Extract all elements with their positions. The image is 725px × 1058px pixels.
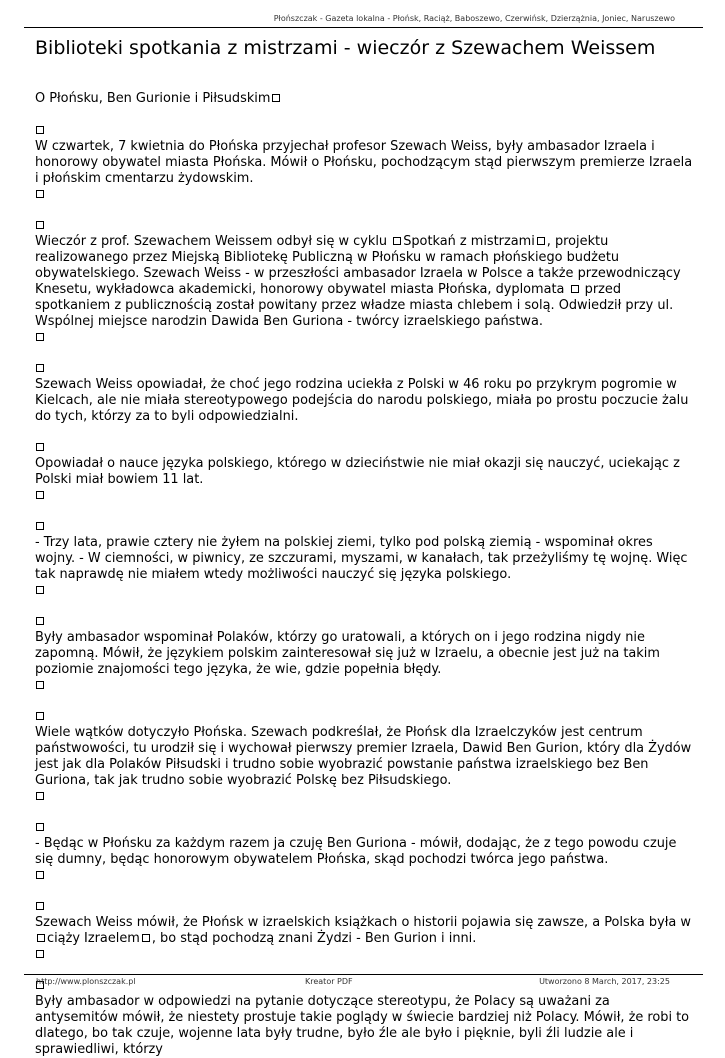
missing-glyph-icon [36, 823, 44, 831]
paragraph-text: , projektu realizowanego przez Miejską Bibliotekę Publiczną w Płońsku w ramach płońskiego budżetu obywatelskiego. Szewach Weiss - w przeszłości ambasador Izraela w Polsce a także przewodniczący Knesetu, wykładowca akademicki, honorowy obywatel miasta Płońska, dyplomata [35, 234, 681, 297]
missing-glyph-icon [36, 586, 44, 594]
missing-glyph-icon [36, 364, 44, 372]
paragraph: W czwartek, 7 kwietnia do Płońska przyjechał profesor Szewach Weiss, były ambasador Izraela i honorowy obywatel miasta Płońska. Mówił o Płońsku, pochodzącym stąd pierwszym premierze Izraela i płońskim cmentarzu żydowskim. [35, 139, 693, 186]
missing-glyph-icon [571, 285, 579, 293]
missing-glyph-icon [37, 934, 45, 942]
paragraph: - Będąc w Płońsku za każdym razem ja czuję Ben Guriona - mówił, dodając, że z tego powodu czuje się dumny, będąc honorowym obywatelem Płońska, skąd pochodzi twórca jego państwa. [35, 836, 677, 867]
missing-glyph-icon [142, 934, 150, 942]
paragraph-text: Spotkań z mistrzami [403, 234, 535, 249]
paragraph-text: Wieczór z prof. Szewachem Weissem odbył się w cyklu [35, 234, 392, 249]
site-header: Płońszczak - Gazeta lokalna - Płońsk, Raciąż, Baboszewo, Czerwińsk, Dzierzążnia, Joniec, Naruszewo [273, 14, 675, 23]
missing-glyph-icon [36, 950, 44, 958]
missing-glyph-icon [36, 712, 44, 720]
paragraph: Opowiadał o nauce języka polskiego, którego w dzieciństwie nie miał okazji się nauczyć, uciekając z Polski miał bowiem 11 lat. [35, 456, 680, 487]
article-title: Biblioteki spotkania z mistrzami - wieczór z Szewachem Weissem [35, 37, 656, 59]
missing-glyph-icon [36, 190, 44, 198]
lead-text: O Płońsku, Ben Gurionie i Piłsudskim [35, 91, 271, 106]
footer-url-link[interactable]: http://www.plonszczak.pl [36, 977, 136, 986]
missing-glyph-icon [36, 443, 44, 451]
missing-glyph-icon [36, 681, 44, 689]
paragraph: - Trzy lata, prawie cztery nie żyłem na polskiej ziemi, tylko pod polską ziemią - wspominał okres wojny. - W ciemności, w piwnicy, ze szczurami, myszami, w kanałach, tak przeżyliśmy tę wojnę. Więc tak naprawdę nie miałem wtedy możliwości nauczyć się języka polskiego. [35, 535, 688, 582]
paragraph-text: przed spotkaniem z publicznością został powitany przez władze miasta chlebem i solą. Odwiedził przy ul. Wspólnej miejsce narodzin Dawida Ben Guriona - twórcy izraelskiego państwa. [35, 282, 674, 329]
missing-glyph-icon [36, 126, 44, 134]
missing-glyph-icon [36, 902, 44, 910]
paragraph: Były ambasador w odpowiedzi na pytanie dotyczące stereotypu, że Polacy są uważani za antysemitów mówił, że niestety prostuje takie poglądy w świecie bardziej niż Polacy. Mówił, że robi to dlatego, bo tak czuje, wojenne lata były trudne, było źle ale było i pięknie, byli źli ludzie ale i sprawiedliwi, którzy [35, 994, 690, 1057]
header-divider [24, 27, 703, 28]
paragraph-text: Szewach Weiss mówił, że Płońsk w izraelskich książkach o historii pojawia się zawsze, a Polska była w [35, 915, 691, 930]
missing-glyph-icon [36, 491, 44, 499]
missing-glyph-icon [537, 237, 545, 245]
article-lead [35, 91, 695, 107]
missing-glyph-icon [36, 221, 44, 229]
paragraph: Wiele wątków dotyczyło Płońska. Szewach podkreślał, że Płońsk dla Izraelczyków jest centrum państwowości, tu urodził się i wychował pierwszy premier Izraela, Dawid Ben Gurion, który dla Żydów jest jak dla Polaków Piłsudski i trudno sobie wyobrazić powstanie państwa izraelskiego bez Ben Guriona, tak jak trudno sobie wyobrazić Polskę bez Piłsudskiego. [35, 725, 692, 788]
paragraph-text: ciąży Izraelem [47, 931, 140, 946]
footer-generator: Kreator PDF [305, 977, 353, 986]
article-body [35, 91, 695, 1058]
missing-glyph-icon [36, 871, 44, 879]
missing-glyph-icon [393, 237, 401, 245]
missing-glyph-icon [272, 94, 280, 102]
paragraph: Szewach Weiss opowiadał, że choć jego rodzina uciekła z Polski w 46 roku po przykrym pogromie w Kielcach, ale nie miała stereotypowego podejścia do narodu polskiego, miała po prostu poczucie żalu do tych, którzy za to byli odpowiedzialni. [35, 377, 689, 424]
paragraph-text: , bo stąd pochodzą znani Żydzi - Ben Gurion i inni. [151, 931, 477, 946]
missing-glyph-icon [36, 792, 44, 800]
paragraph [35, 234, 695, 330]
paragraph [35, 915, 695, 947]
paragraph: Były ambasador wspominał Polaków, którzy go uratowali, a których on i jego rodzina nigdy nie zapomną. Mówił, że językiem polskim zainteresował się już w Izraelu, a obecnie jest już na takim poziomie znajomości tego języka, że wie, gdzie popełnia błędy. [35, 630, 660, 677]
footer-divider [24, 974, 703, 975]
missing-glyph-icon [36, 522, 44, 530]
missing-glyph-icon [36, 333, 44, 341]
footer-created: Utworzono 8 March, 2017, 23:25 [539, 977, 670, 986]
missing-glyph-icon [36, 617, 44, 625]
